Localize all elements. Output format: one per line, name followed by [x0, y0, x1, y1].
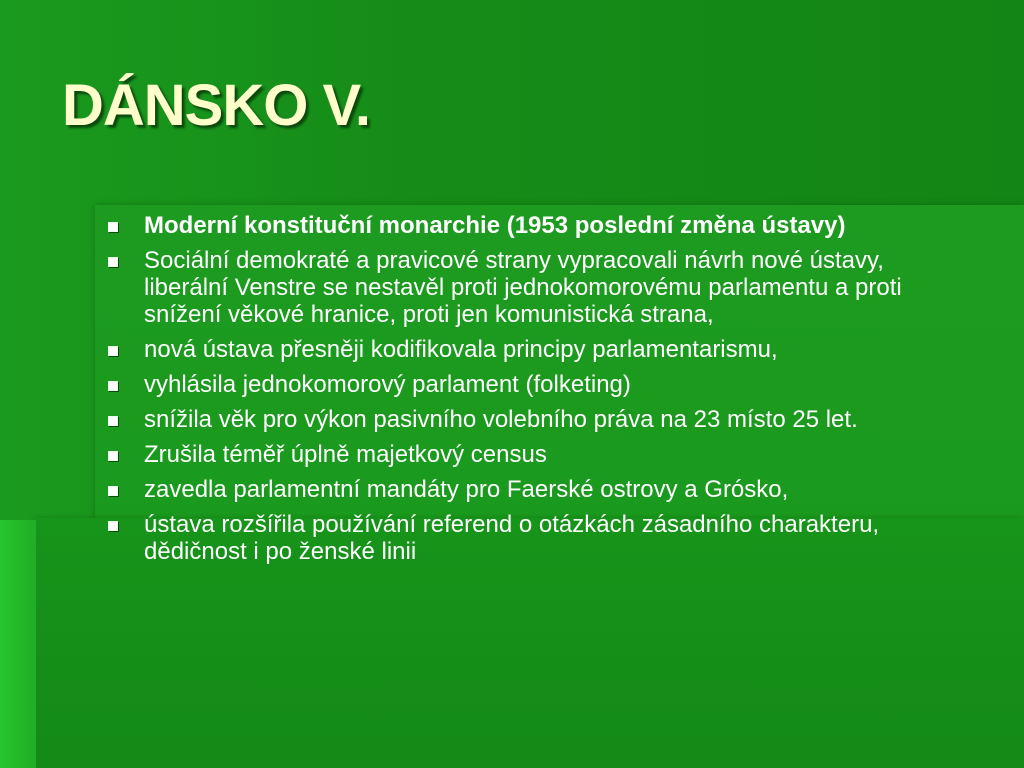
list-item — [108, 336, 968, 363]
slide-title: DÁNSKO V. — [62, 73, 370, 138]
list-item — [108, 406, 968, 433]
background-left-strip — [0, 520, 36, 768]
square-bullet-icon — [108, 346, 118, 356]
list-item-text: vyhlásila jednokomorový parlament (folketing) — [144, 371, 631, 398]
list-item-text: zavedla parlamentní mandáty pro Faerské ostrovy a Grósko, — [144, 476, 789, 503]
list-item-text: Zrušila téměř úplně majetkový census — [144, 441, 547, 468]
square-bullet-icon — [108, 381, 118, 391]
list-item — [108, 511, 968, 565]
square-bullet-icon — [108, 521, 118, 531]
square-bullet-icon — [108, 257, 118, 267]
list-item — [108, 476, 968, 503]
square-bullet-icon — [108, 222, 118, 232]
bullet-list — [108, 212, 968, 573]
square-bullet-icon — [108, 451, 118, 461]
list-item-text: snížila věk pro výkon pasivního volebního práva na 23 místo 25 let. — [144, 406, 858, 433]
list-item-text: Moderní konstituční monarchie (1953 poslední změna ústavy) — [144, 212, 846, 239]
list-item-text: Sociální demokraté a pravicové strany vypracovali návrh nové ústavy, liberální Venstre se nestavěl proti jednokomorovému parlamentu a proti snížení věkové hranice, proti jen komunistická strana, — [144, 247, 902, 328]
list-item — [108, 212, 968, 239]
list-item — [108, 371, 968, 398]
square-bullet-icon — [108, 486, 118, 496]
list-item-text: nová ústava přesněji kodifikovala principy parlamentarismu, — [144, 336, 778, 363]
list-item — [108, 247, 968, 328]
list-item — [108, 441, 968, 468]
list-item-text: ústava rozšířila používání referend o otázkách zásadního charakteru, dědičnost i po ženské linii — [144, 511, 880, 565]
square-bullet-icon — [108, 416, 118, 426]
